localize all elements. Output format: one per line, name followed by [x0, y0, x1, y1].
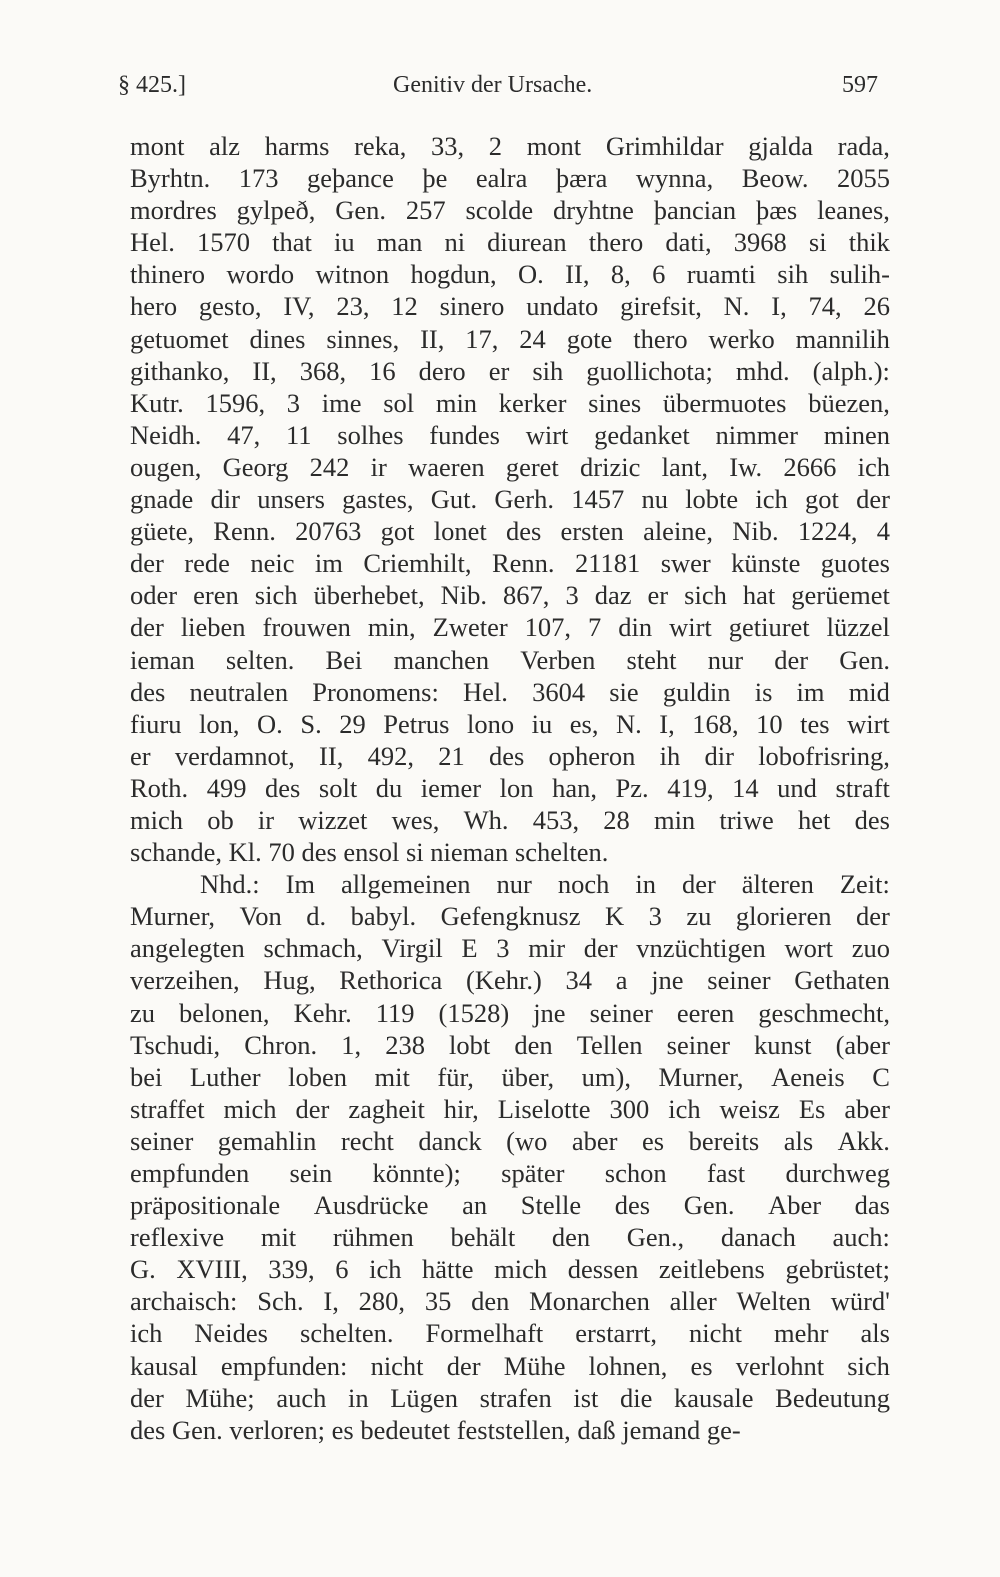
text-line: ougen, Georg 242 ir waeren geret drizic lant, Iw. 2666 ich: [130, 451, 890, 482]
text-line: zu belonen, Kehr. 119 (1528) jne seiner eeren geschmecht,: [130, 997, 890, 1028]
text-line: Hel. 1570 that iu man ni diurean thero dati, 3968 si thik: [130, 227, 890, 258]
text-line: getuomet dines sinnes, II, 17, 24 gote thero werko mannilih: [130, 323, 890, 354]
running-title: Genitiv der Ursache.: [393, 72, 593, 98]
text-line: des neutralen Pronomens: Hel. 3604 sie guldin is im mid: [130, 676, 890, 707]
text-line: Neidh. 47, 11 solhes fundes wirt gedanket nimmer minen: [130, 419, 890, 450]
text-line: Roth. 499 des solt du iemer lon han, Pz. 419, 14 und straft: [130, 772, 890, 803]
text-line: ieman selten. Bei manchen Verben steht nur der Gen.: [130, 644, 890, 675]
text-line: gnade dir unsers gastes, Gut. Gerh. 1457 nu lobte ich got der: [130, 484, 890, 515]
text-line: mich ob ir wizzet wes, Wh. 453, 28 min triwe het des: [130, 804, 890, 835]
text-line: der Mühe; auch in Lügen strafen ist die kausale Bedeutung: [130, 1382, 890, 1413]
text-line: mont alz harms reka, 33, 2 mont Grimhildar gjalda rada,: [130, 131, 890, 161]
text-line: seiner gemahlin recht danck (wo aber es bereits als Akk.: [130, 1125, 890, 1156]
text-line: schande, Kl. 70 des ensol si nieman schelten.: [130, 837, 609, 868]
text-line: archaisch: Sch. I, 280, 35 den Monarchen aller Welten würd': [130, 1286, 890, 1317]
text-line: kausal empfunden: nicht der Mühe lohnen, es verlohnt sich: [130, 1350, 890, 1381]
text-line: oder eren sich überhebet, Nib. 867, 3 daz er sich hat gerüemet: [130, 580, 890, 611]
text-line: güete, Renn. 20763 got lonet des ersten aleine, Nib. 1224, 4: [130, 516, 890, 547]
text-line: straffet mich der zagheit hir, Liselotte 300 ich weisz Es aber: [130, 1093, 890, 1124]
page-number: 597: [842, 72, 878, 98]
section-number: § 425.]: [118, 72, 186, 98]
text-line: präpositionale Ausdrücke an Stelle des Gen. Aber das: [130, 1190, 890, 1221]
running-header: [118, 72, 878, 106]
text-line: githanko, II, 368, 16 dero er sih guollichota; mhd. (alph.):: [130, 355, 890, 386]
text-line: fiuru lon, O. S. 29 Petrus lono iu es, N. I, 168, 10 tes wirt: [130, 708, 890, 739]
text-line: bei Luther loben mit für, über, um), Murner, Aeneis C: [130, 1061, 890, 1092]
text-line: ich Neides schelten. Formelhaft erstarrt, nicht mehr als: [130, 1318, 890, 1349]
text-line: Nhd.: Im allgemeinen nur noch in der älteren Zeit:: [200, 869, 890, 900]
text-line: hero gesto, IV, 23, 12 sinero undato girefsit, N. I, 74, 26: [130, 291, 890, 322]
text-line: Murner, Von d. babyl. Gefengknusz K 3 zu glorieren der: [130, 901, 890, 932]
text-line: reflexive mit rühmen behält den Gen., danach auch:: [130, 1222, 890, 1253]
text-line: Kutr. 1596, 3 ime sol min kerker sines übermuotes büezen,: [130, 387, 890, 418]
text-line: der rede neic im Criemhilt, Renn. 21181 swer künste guotes: [130, 548, 890, 579]
text-line: Tschudi, Chron. 1, 238 lobt den Tellen seiner kunst (aber: [130, 1029, 890, 1060]
text-line: verzeihen, Hug, Rethorica (Kehr.) 34 a jne seiner Gethaten: [130, 965, 890, 996]
text-line: mordres gylpeð, Gen. 257 scolde dryhtne þancian þæs leanes,: [130, 195, 890, 226]
text-line: empfunden sein könnte); später schon fast durchweg: [130, 1158, 890, 1188]
text-line: G. XVIII, 339, 6 ich hätte mich dessen zeitlebens gebrüstet;: [130, 1254, 890, 1285]
text-line: thinero wordo witnon hogdun, O. II, 8, 6 ruamti sih sulih-: [130, 259, 890, 290]
body-text: [130, 130, 890, 1446]
text-line: des Gen. verloren; es bedeutet feststellen, daß jemand ge-: [130, 1414, 741, 1445]
text-line: Byrhtn. 173 geþance þe ealra þæra wynna, Beow. 2055: [130, 163, 890, 194]
text-line: er verdamnot, II, 492, 21 des opheron ih dir lobofrisring,: [130, 740, 890, 771]
text-line: angelegten schmach, Virgil E 3 mir der vnzüchtigen wort zuo: [130, 933, 890, 964]
text-line: der lieben frouwen min, Zweter 107, 7 din wirt getiuret lüzzel: [130, 612, 890, 643]
